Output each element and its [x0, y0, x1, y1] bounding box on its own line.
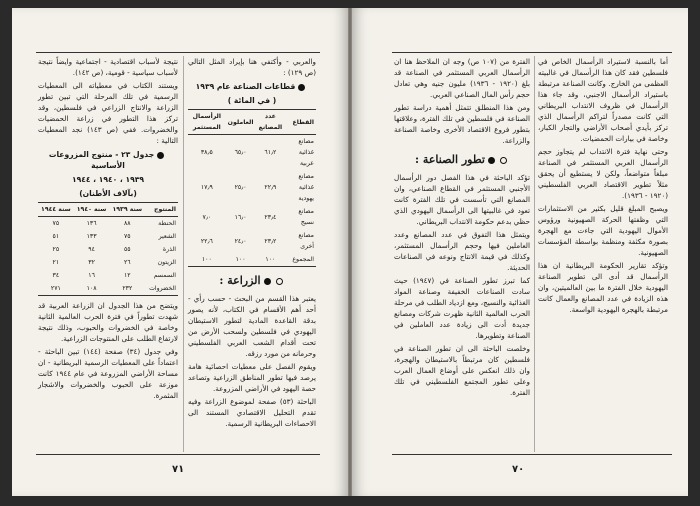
- paragraph: الباحثة (٥٣) صفحة لموضوع الزراعة وفيه تقدم التحليل الاقتصادي المستند الى الاحصاءات البريطانية الرسمية.: [188, 397, 316, 428]
- right-page-column-right: [538, 56, 668, 317]
- table-title: جدول ٢٣ - منتوج المزروعات الأساسية: [38, 149, 178, 171]
- table-header: العاملون: [227, 118, 254, 126]
- right-page: [352, 8, 688, 496]
- table-row: الخضروات ٢٣٢ ١٠٨ ٢٧١: [38, 282, 178, 296]
- table-header: القطاع: [292, 118, 314, 126]
- paragraph: ومن هذا المنطلق تتمثل أهمية دراسة تطور الصناعة في فلسطين في تلك الفترة، وعلاقتها بتطور فروع الاقتصاد الأخرى وخاصة الصناعة والزراعة.: [394, 103, 530, 145]
- paragraph: ويستند الكتاب في معطياته الى المعطيات الرسمية في تلك المرحلة التي تبين تطور الزراعة والانتاج الزراعي في فلسطين، وقد تركز هذا التطور في زراعة الحمضيات والخضروات. ففي (ص ١٤٣) نجد المعطيات التالية :: [38, 81, 178, 145]
- table-subtitle: ١٩٣٩ ، ١٩٤٠ ، ١٩٤٤: [71, 175, 144, 184]
- section-heading-industry: تطور الصناعة :: [394, 152, 530, 168]
- table-row: الذرة ٥٥ ٩٤ ٢٥: [52, 246, 176, 253]
- page-number: ٧٠: [512, 464, 525, 475]
- table-title: قطاعات الصناعة عام ١٩٣٩: [188, 81, 316, 92]
- paragraph: ويتمثل هذا التفوق في عدد المصانع وعدد العاملين فيها وحجم الرأسمال المستثمر، وكذلك في قيمة الانتاج ونوعه في الصناعات الحديثة.: [394, 230, 530, 272]
- ring-icon: [276, 278, 283, 285]
- top-rule: [392, 52, 672, 53]
- table-subtitle: ( في المائة ): [227, 96, 277, 105]
- table-header: سنة ١٩٣٩: [112, 206, 143, 213]
- section-heading-agriculture: الزراعة :: [188, 273, 316, 289]
- table-row: المجموع ١٠٠ ١٠٠ ١٠٠: [188, 253, 316, 267]
- paragraph: وخلصت الباحثة الى ان تطور الصناعة في فلسطين كان مرتبطاً بالاستيطان والهجرة، وان ذلك انعكس على أوضاع العمال العرب وعلى تطور المجتمع الفلسطيني في تلك الفترة.: [394, 344, 530, 397]
- table-header: سنة ١٩٤٤: [41, 206, 71, 213]
- paragraph: تؤكد الباحثة في هذا الفصل دور الرأسمال الأجنبي المستثمر في القطاع الصناعي، وان المصانع التي تأسست في تلك الفترة كانت تعود في غالبيتها الى الرأسمال اليهودي الذي حظي بدعم حكومة الانتداب البريطاني.: [394, 173, 530, 226]
- table-row: الشعير ٧٥ ١٣٣ ٥١: [52, 233, 176, 240]
- industry-sectors-table: [188, 109, 316, 267]
- bottom-rule: [36, 454, 320, 455]
- table-row: مصانع أخرى ٢٣٫٢ ٢٤٫٠ ٢٢٫٦: [200, 232, 314, 250]
- table-row: الحنطة ٨٨ ١٣٦ ٧٥: [52, 220, 176, 227]
- left-page: [12, 8, 348, 496]
- bullet-icon: [298, 84, 305, 91]
- paragraph: أما بالنسبة لاستيراد الرأسمال الخاص في فلسطين فقد كان هذا الرأسمال في غالبيته العظمى من الخارج. وكانت الصناعة مرتبطة باستيراد الرأسمال الاجنبي، وقد جاء هذا الرأسمال في ظروف الانتداب البريطاني التي كانت مصدراً لتراكم الرأسمال الذي تركز بأيدي أصحاب الأراضي والتجار الكبار، وخاصة في بيارات الحمضيات.: [538, 57, 668, 143]
- left-page-column-right: [188, 56, 316, 431]
- page-number: ٧١: [172, 464, 185, 475]
- column-divider: [183, 56, 184, 452]
- crops-production-table: [38, 202, 178, 296]
- table-row: الزيتون ٢٦ ٣٢ ٢١: [52, 259, 176, 266]
- bullet-icon: [264, 278, 271, 285]
- paragraph: نتيجة لأسباب اقتصادية - اجتماعية وايضاً نتيجة لأسباب سياسية - قومية، (ص ١٤٢).: [38, 57, 178, 77]
- table-row: مصانع غذائية عربية ٦١٫٢ ٦٥٫٠ ٣٨٫٥: [200, 138, 314, 167]
- table-header: الرأسمال المستثمر: [192, 113, 221, 131]
- bullet-icon: [488, 157, 495, 164]
- table-header: المنتوج: [154, 206, 176, 213]
- paragraph: كما تبرز تطور الصناعة في (١٩٤٧) حيث سادت الصناعات الخفيفة وصناعة المواد الغذائية والنسيج، ومع ازدياد الطلب في مرحلة الحرب العالمية الثانية ظهرت شركات ومصانع جديدة أدت الى زيادة عدد العاملين في الصناعة وتطويرها.: [394, 276, 530, 340]
- table-row: مصانع غذائية يهودية ٢٢٫٩ ٢٥٫٠ ١٧٫٩: [200, 173, 314, 202]
- bottom-rule: [392, 454, 672, 455]
- column-divider: [534, 56, 535, 452]
- table-row: مصانع نسيج ٢٣٫٤ ١٦٫٠ ٧٫٠: [202, 208, 314, 226]
- table-header: سنة ١٩٤٠: [76, 206, 107, 213]
- table-unit: (بآلاف الأطنان): [79, 189, 137, 198]
- paragraph: وتؤكد تقارير الحكومة البريطانية ان هذا الرأسمال قد أدى الى تطوير الصناعة اليهودية خلال الفترة ما بين العالميتين، وان هذه الزيادة في عدد المصانع والعمال كانت مرتبطة بالهجرة اليهودية الواسعة.: [538, 261, 668, 314]
- paragraph: الفترة من (١٠٧ ص) وجه ان الملاحظ هنا ان الرأسمال العربي المستثمر في الصناعة قد بلغ (١٩٢٠ - ١٩٣٦) مليون جنيه وهي تعادل حجم رأس المال الصناعي العربي.: [394, 57, 530, 99]
- bullet-icon: [157, 152, 164, 159]
- paragraph: يعتبر هذا القسم من البحث - حسب رأي - أحد أهم الأقسام في الكتاب، لأنه يصور بدقة القاعدة المادية لتطور الاستيطان اليهودي في فلسطين ولسحب الأرض من تحت أقدام الشعب العربي الفلسطيني وحرمانه من مورد رزقه.: [188, 294, 316, 358]
- paragraph: ويتضح من هذا الجدول ان الزراعة العربية قد شهدت تطوراً في فترة الحرب العالمية الثانية وخاصة في الخضروات والحبوب، وذلك نتيجة لارتفاع الطلب على المنتوجات الزراعية.: [38, 301, 178, 343]
- paragraph: وفي جدول (٣٤) صفحة (١٤٤) تبين الباحثة - اعتماداً على المعطيات الرسمية البريطانية - ان مساحة الأراضي المزروعة في عام ١٩٤٤ كانت موزعة على الحبوب والخضروات والاشجار المثمرة.: [38, 347, 178, 400]
- top-rule: [36, 52, 320, 53]
- ring-icon: [500, 157, 507, 164]
- paragraph: ويصبح المبلغ قليل بكثير من الاستثمارات التي وظفتها الحركة الصهيونية ورؤوس الأموال اليهودية التي جاءت مع الهجرة بصورة مكثفة ومنظمة بواسطة المؤسسات الصهيونية.: [538, 204, 668, 257]
- table-row: السمسم ١٢ ١٦ ٣٤: [52, 272, 176, 279]
- table-header: عدد المصانع: [258, 113, 283, 131]
- right-page-column-left: [394, 56, 530, 400]
- paragraph: وحتى نهاية فترة الانتداب لم يتجاوز حجم الرأسمال العربي المستثمر في الصناعة مبلغاً متواضعاً، ولكن لا يستطيع أن يحقق مثلاً تطوير الاقتصاد العربي الفلسطيني (١٩٢٠ - ١٩٣٦).: [538, 147, 668, 200]
- paragraph: ويقوم الفصل على معطيات احصائية هامة يرصد فيها تطور المناطق الزراعية وتصاعد حصة اليهود في الأراضي المزروعة.: [188, 362, 316, 393]
- left-page-column-left: [38, 56, 178, 403]
- paragraph: والعربي - وأكتفي هنا بإيراد المثل التالي (ص ١٢٩) :: [188, 57, 316, 77]
